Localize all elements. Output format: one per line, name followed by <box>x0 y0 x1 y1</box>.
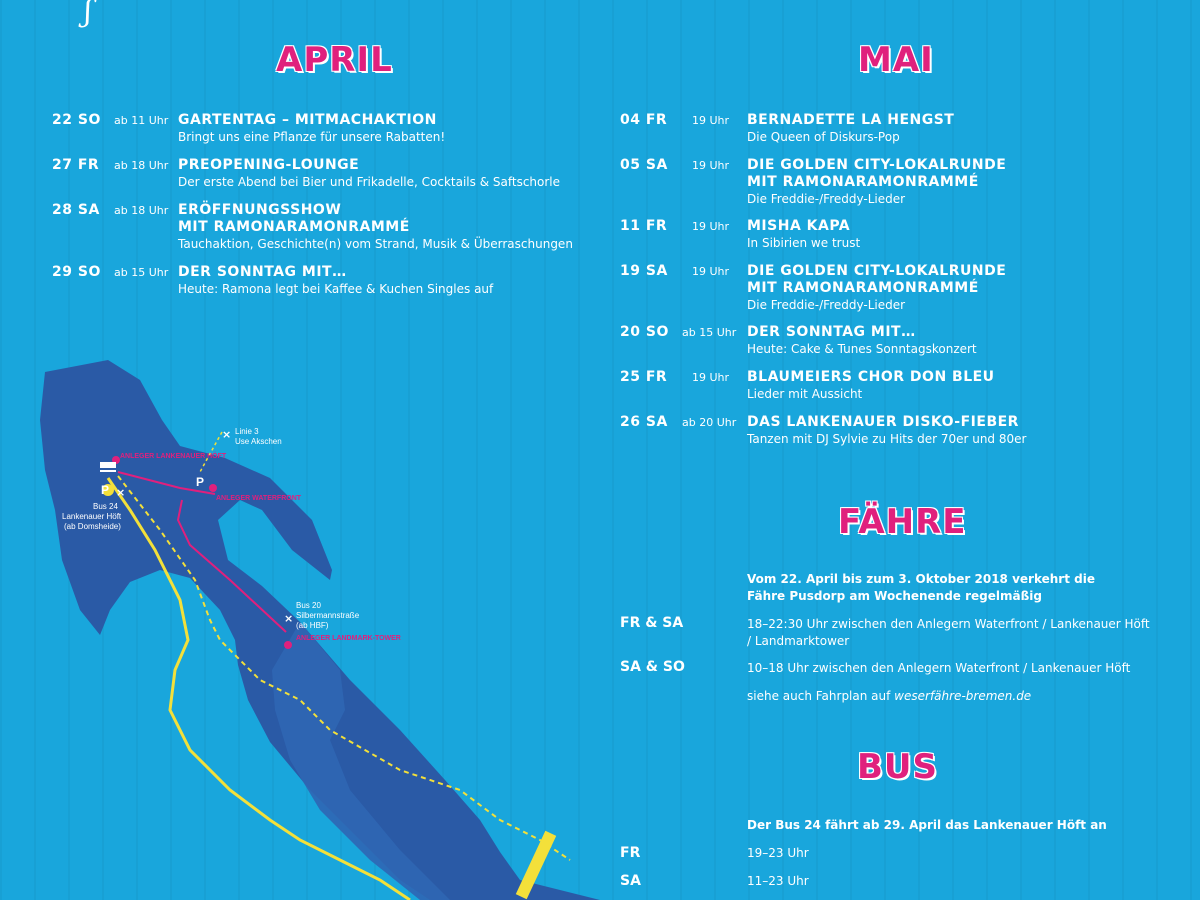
linie3-label-1: Linie 3 <box>235 427 259 436</box>
location-map <box>0 360 600 900</box>
event-time: 19 Uhr <box>692 159 730 172</box>
mai-heading: MAI <box>858 40 934 80</box>
event-desc: Die Queen of Diskurs-Pop <box>747 130 900 144</box>
bus20-stop-icon: × <box>284 612 294 625</box>
faehre-row-label: SA & SO <box>620 659 685 675</box>
event-desc: Tauchaktion, Geschichte(n) vom Strand, Musik & Überraschungen <box>178 237 573 251</box>
event-day: 28 SA <box>52 202 100 218</box>
event-title-line2: MIT RAMONARAMONRAMMÉ <box>178 219 410 235</box>
event-title: BLAUMEIERS CHOR DON BLEU <box>747 369 995 385</box>
faehre-row-label: FR & SA <box>620 615 684 631</box>
event-day: 04 FR <box>620 112 668 128</box>
event-time: ab 18 Uhr <box>114 204 169 217</box>
linie3-label-2: Use Akschen <box>235 437 282 446</box>
faehre-heading: FÄHRE <box>838 502 967 542</box>
parking-label-2: P <box>196 475 205 489</box>
faehre-note-prefix: siehe auch Fahrplan auf <box>747 689 895 703</box>
faehre-intro-line1: Vom 22. April bis zum 3. Oktober 2018 verkehrt die <box>747 572 1095 586</box>
event-desc: Tanzen mit DJ Sylvie zu Hits der 70er und 80er <box>747 432 1027 446</box>
bus-intro: Der Bus 24 fährt ab 29. April das Lankenauer Höft an <box>747 818 1107 832</box>
event-time: ab 18 Uhr <box>114 159 169 172</box>
event-day: 22 SO <box>52 112 101 128</box>
event-day: 19 SA <box>620 263 668 279</box>
bus-row-text: 19–23 Uhr <box>747 846 809 860</box>
event-time: ab 11 Uhr <box>114 114 169 127</box>
event-day: 11 FR <box>620 218 668 234</box>
event-day: 20 SO <box>620 324 669 340</box>
event-title-line2: MIT RAMONARAMONRAMMÉ <box>747 174 979 190</box>
event-day: 25 FR <box>620 369 668 385</box>
event-desc: Heute: Ramona legt bei Kaffee & Kuchen Singles auf <box>178 282 494 296</box>
event-title: DAS LANKENAUER DISKO-FIEBER <box>747 414 1019 430</box>
faehre-note <box>747 689 1031 703</box>
bus24-label-1: Bus 24 <box>93 502 118 511</box>
ferry-icon-line <box>100 470 116 472</box>
faehre-row-text: 18–22:30 Uhr zwischen den Anlegern Waterfront / Lankenauer Höft <box>747 617 1150 631</box>
faehre-row-text-line2: / Landmarktower <box>747 634 850 648</box>
parking-label-1: P <box>101 483 110 497</box>
faehre-link[interactable]: weserfähre-bremen.de <box>894 689 1032 703</box>
bus-heading: BUS <box>857 747 939 787</box>
event-day: 26 SA <box>620 414 668 430</box>
bus-row-label: FR <box>620 845 641 861</box>
bus20-label-1: Bus 20 <box>296 601 321 610</box>
bus24-stop-icon: × <box>116 486 126 499</box>
event-time: 19 Uhr <box>692 371 730 384</box>
faehre-row-text: 10–18 Uhr zwischen den Anlegern Waterfront / Lankenauer Höft <box>747 661 1131 675</box>
decorative-flourish: ʃ <box>84 0 93 29</box>
linie3-stop-icon: × <box>222 428 232 441</box>
april-heading: APRIL <box>276 40 393 80</box>
event-desc: Lieder mit Aussicht <box>747 387 863 401</box>
bus20-label-3: (ab HBF) <box>296 621 329 630</box>
event-time: ab 15 Uhr <box>114 266 169 279</box>
bus-row-text: 11–23 Uhr <box>747 874 809 888</box>
event-title: MISHA KAPA <box>747 218 851 234</box>
event-time: 19 Uhr <box>692 265 730 278</box>
anleger-landmark-marker <box>284 641 292 649</box>
event-day: 05 SA <box>620 157 668 173</box>
event-desc: In Sibirien we trust <box>747 236 861 250</box>
bus24-label-3: (ab Domsheide) <box>64 522 121 531</box>
event-desc: Die Freddie-/Freddy-Lieder <box>747 192 906 206</box>
anleger-waterfront-label: ANLEGER WATERFRONT <box>216 495 302 502</box>
bus24-label-2: Lankenauer Höft <box>62 512 122 521</box>
event-time: 19 Uhr <box>692 220 730 233</box>
event-title: DIE GOLDEN CITY-LOKALRUNDE <box>747 157 1007 173</box>
event-time: 19 Uhr <box>692 114 730 127</box>
event-title: DER SONNTAG MIT… <box>747 324 916 340</box>
event-title: DIE GOLDEN CITY-LOKALRUNDE <box>747 263 1007 279</box>
event-desc: Der erste Abend bei Bier und Frikadelle, Cocktails & Saftschorle <box>178 175 561 189</box>
ferry-icon <box>100 462 116 468</box>
bus-row-label: SA <box>620 873 641 889</box>
anleger-waterfront-marker <box>209 484 217 492</box>
faehre-intro-line2: Fähre Pusdorp am Wochenende regelmäßig <box>747 589 1042 603</box>
event-time: ab 20 Uhr <box>682 416 737 429</box>
event-title: BERNADETTE LA HENGST <box>747 112 955 128</box>
event-title: ERÖFFNUNGSSHOW <box>178 202 342 218</box>
event-desc: Die Freddie-/Freddy-Lieder <box>747 298 906 312</box>
event-title-line2: MIT RAMONARAMONRAMMÉ <box>747 280 979 296</box>
event-title: GARTENTAG – MITMACHAKTION <box>178 112 437 128</box>
anleger-landmark-label: ANLEGER LANDMARK-TOWER <box>296 635 401 642</box>
bus20-label-2: Silbermannstraße <box>296 611 360 620</box>
event-title: DER SONNTAG MIT… <box>178 264 347 280</box>
event-desc: Bringt uns eine Pflanze für unsere Rabatten! <box>178 130 446 144</box>
event-title: PREOPENING-LOUNGE <box>178 157 360 173</box>
river-water <box>40 360 600 900</box>
anleger-lankenauer-label: ANLEGER LANKENAUER HÖFT <box>120 453 227 460</box>
event-day: 29 SO <box>52 264 101 280</box>
event-desc: Heute: Cake & Tunes Sonntagskonzert <box>747 342 977 356</box>
event-time: ab 15 Uhr <box>682 326 737 339</box>
event-day: 27 FR <box>52 157 100 173</box>
